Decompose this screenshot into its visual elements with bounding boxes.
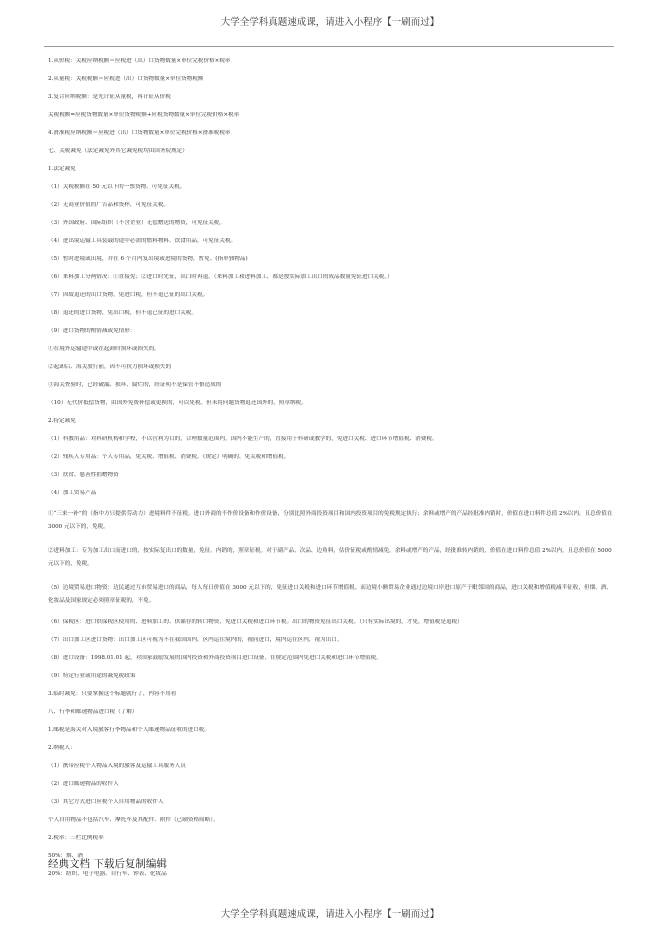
text-paragraph: （5）边境贸易进口物资：边民通过互市贸易进口的商品，每人每日价值在 3000 元以下的，免征进口关税和进口环节增值税。而边境小额贸易企业通过边境口岸进口原产于毗邻国的商品，进口关税和增值税减半征收，但烟、酒、化妆品及国家规定必须照章征税的，不免。 — [48, 585, 612, 604]
text-line: （3）其它方式进口应税个人自用物品的收件人 — [48, 799, 164, 805]
text-line: 个人自用物品不包括汽车、摩托车及其配件、附件（已刷资格简略）。 — [48, 817, 219, 823]
text-line: （3）外国政府、国际组织（不含企业）无偿赠送的物资，可免征关税。 — [48, 220, 225, 226]
page-header: 大学全学科真题速成课，请进入小程序【一刷而过】 — [220, 17, 440, 28]
text-line: （4）进出境运输工具装载的途中必需的燃料物料、饮食用品，可免征关税。 — [48, 238, 237, 244]
text-line: ③海关查验时，已经破漏、损坏、腐烂的，经证明不是保管不慎造成的 — [48, 382, 222, 388]
subsection-heading: 2.纳税人： — [48, 745, 76, 751]
text-line: （9）进口货物的酌情减或免情形： — [48, 328, 136, 334]
text-line: （8）退还的进口货物，免出口税，但不退已征的进口关税。 — [48, 310, 197, 316]
text-line: （6）保税区：进口供保税区使用的、进料加工的、供储存的转口物资，免进口关税和进口环节税。出口的物资免征出口关税。（只有实际出境的，才免，增值税是退税） — [48, 619, 463, 625]
text-line: （7）因故退还的出口货物，免进口税，但不退已征的出口关税。 — [48, 292, 209, 298]
text-line: （10）无代价抵偿货物，由国外免费补偿或更换的，可以免税。但未将问题货物退还国外的，照章纳税。 — [48, 400, 307, 406]
text-line: （2）残疾人专用品：个人专用品，免关税、增值税、消费税。《规定》明确的，免关税和增值税。 — [48, 454, 290, 460]
text-line: （7）出口加工区进口货物：出口加工区可视为不在我国国内，区内运往境内的，视同进口，境内运往区内，视为出口。 — [48, 637, 343, 643]
section-heading: 七、关税减免（法定减免外其它减免税均由国务院规定） — [48, 148, 188, 154]
document-body — [48, 58, 614, 878]
text-line: （3）扶贫、慈善性捐赠物资 — [48, 472, 119, 478]
document-caption: 经典文档 下载后复制编辑 — [48, 858, 167, 870]
text-line: ②起卸后、海关放行前，因不可抗力损坏或损失的 — [48, 364, 172, 370]
text-line: （1）科教用品：对科研机构和学校，不以营利为目的，合理数量范围内，国内不能生产的，直接用于科研或教学的，免进口关税、进口环节增值税、消费税。 — [48, 436, 438, 442]
text-line: （6）来料加工分两情况：①直接免；②进口时先征，出口时再退。（来料加工和进料加工，都是按实际加工出口的成品数量免征进口关税。） — [48, 274, 393, 280]
text-line: 50%：烟、酒 — [48, 853, 83, 859]
text-line: 1.邮税是海关对入境旅客行李物品和个人邮递物品征收的进口税。 — [48, 727, 210, 733]
text-line: 2.从量税：关税税额＝应税进（出）口货物数量×单位货物税额 — [48, 76, 204, 82]
text-line: （4）加工贸易产品 — [48, 490, 97, 496]
text-line: （9）特定行业或用途的减免税政策 — [48, 673, 136, 679]
subsection-heading: 2.特定减免 — [48, 418, 76, 424]
subsection-heading: 1.法定减免 — [48, 166, 76, 172]
text-line: 3.临时减免：只要掌握这个标题就行了，内容不用看 — [48, 691, 177, 697]
text-line: 1.从价税：关税应纳税额＝应税进（出）口货物数量×单位完税价格×税率 — [48, 58, 231, 64]
text-line: （1）关税税额在 50 元以下的一票货物，可免征关税。 — [48, 184, 186, 190]
text-line: （5）暂时进境或出境，并在 6 个月内复出境或进境的货物，暂免。(指单独物品) — [48, 256, 248, 262]
text-line: （2）进口邮递物品的收件人 — [48, 781, 119, 787]
text-paragraph: ②进料加工：专为加工出口而进口的，按实际复出口的数量，免征。内销的，照章征税。对于副产品、次品、边角料，估价征税或酌情减免。余料或增产的产品，经批准转内销的，价值在进口料件总值 2%以内，且总价值在 5000 元以下的，免税。 — [48, 548, 612, 567]
text-line: 关税税额=应税货物数量×单位货物税额+应税货物数量×单位完税价格×税率 — [48, 112, 240, 118]
section-heading: 八、行李和邮递物品进口税（了解） — [48, 709, 138, 715]
subsection-heading: 2.税率：三栏比例税率 — [48, 835, 104, 841]
text-line: ①在境外运输途中或在起卸时损坏或损失的。 — [48, 346, 160, 352]
header-divider — [44, 46, 614, 47]
text-line: （1）携带应税个人物品入境的旅客及运输工具服务人员 — [48, 763, 186, 769]
text-line: 3.复合应纳税额：是先计征从量税，再计征从价税 — [48, 94, 171, 100]
text-line: （8）进口设备：1998.01.01 起，对国家鼓励发展的国内投资和外商投资项目进口设备，在规定范围内免进口关税和进口环节增值税。 — [48, 655, 382, 661]
page-footer: 大学全学科真题速成课，请进入小程序【一刷而过】 — [220, 909, 440, 920]
text-paragraph: ①“三来一补”的（指中方只提供劳动力）进境料件不征税。进口外商的不作价设备和作价设备，分别比照外商投资项目和国内投资项目的免税规定执行；余料或增产的产品经批准内销时，价值在进口料件总值 2%以内，且总价值在 3000 元以下的，免税。 — [48, 511, 613, 530]
text-line: 20%：纺织、电子电器、自行车、钟表、化妆品 — [48, 871, 167, 877]
text-line: 4.滑准税应纳税额＝应税进（出）口货物数量×单位完税价格×滑准税税率 — [48, 130, 231, 136]
text-line: （2）无商业价值的广告品和货样，可免征关税。 — [48, 202, 170, 208]
